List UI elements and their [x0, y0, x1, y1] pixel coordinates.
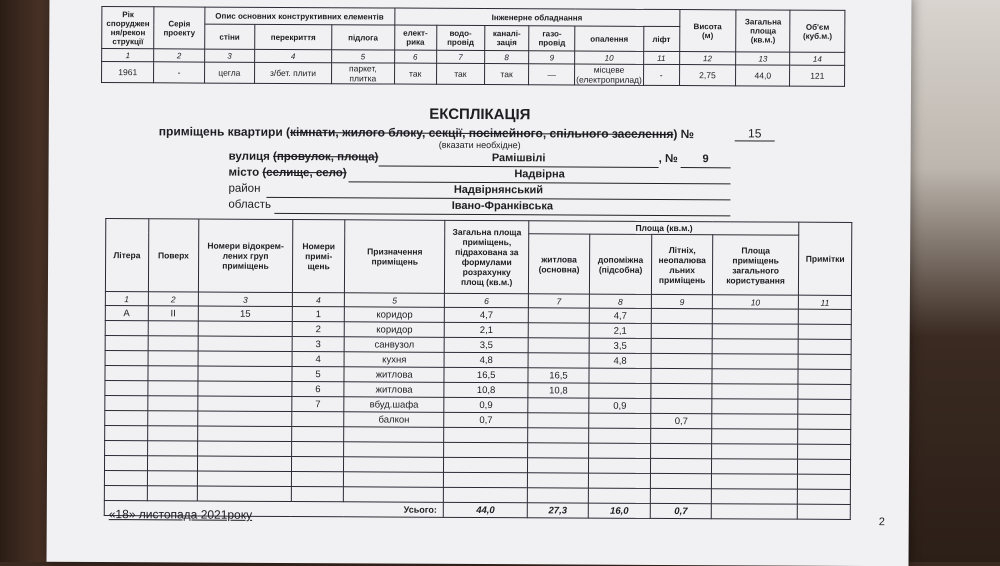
table-cell	[105, 411, 148, 426]
table-cell	[198, 441, 292, 456]
table-cell	[798, 339, 851, 354]
table-cell	[105, 351, 148, 366]
table-cell: житлова	[344, 382, 444, 398]
table-cell	[291, 442, 344, 457]
table-cell	[444, 457, 528, 472]
table-cell	[712, 414, 798, 429]
building-data-cell: —	[529, 64, 575, 85]
column-number: 6	[394, 50, 436, 63]
column-number: 4	[292, 293, 345, 307]
city-value: Надвірна	[349, 167, 731, 184]
col-lift-header: ліфт	[643, 26, 679, 51]
table-cell	[344, 442, 444, 458]
table-cell: коридор	[344, 322, 444, 338]
column-number: 9	[652, 294, 713, 308]
col-volume-header: Об'єм (куб.м.)	[790, 10, 845, 52]
table-cell: А	[105, 306, 148, 321]
total-cell	[711, 504, 797, 519]
table-cell	[105, 426, 148, 441]
col-gas-header: газо- провід	[529, 26, 575, 51]
col-height-header: Висота (м)	[679, 10, 736, 52]
column-number: 5	[345, 293, 445, 308]
table-cell	[798, 459, 851, 474]
column-number: 9	[529, 51, 575, 64]
document-page	[47, 0, 912, 566]
table-cell	[651, 443, 712, 458]
column-number: 6	[444, 293, 528, 307]
building-data-cell: 2,75	[679, 65, 736, 86]
house-value: 9	[681, 153, 731, 168]
region-label: область	[228, 198, 272, 211]
table-cell	[528, 488, 589, 503]
region-value: Івано-Франківська	[274, 199, 730, 216]
table-cell	[588, 458, 651, 473]
table-cell: 0,7	[651, 413, 712, 428]
column-number: 3	[204, 49, 254, 62]
col-electricity-header: елект- рика	[394, 25, 436, 50]
table-cell	[104, 456, 147, 471]
col-series-header: Серія проекту	[154, 7, 205, 49]
column-number: 5	[332, 50, 395, 63]
table-cell	[344, 427, 444, 443]
subtitle-struck-text: кімнати, жилого блоку, секції, посімейного, спільного заселення	[290, 125, 674, 142]
subtitle-suffix: ) №	[673, 127, 695, 142]
col-letter-header: Літера	[105, 219, 148, 292]
table-cell	[528, 353, 589, 368]
table-cell: житлова	[344, 367, 444, 383]
table-cell	[198, 396, 292, 411]
column-number: 3	[198, 292, 292, 306]
building-data-row	[102, 62, 845, 87]
table-cell	[105, 321, 148, 336]
column-number: 2	[148, 292, 199, 306]
col-water-header: водо- провід	[436, 25, 484, 50]
table-cell	[588, 488, 651, 503]
district-label: район	[228, 182, 261, 195]
column-number: 13	[736, 52, 790, 65]
table-cell	[291, 487, 344, 502]
table-cell	[147, 486, 198, 501]
table-cell	[651, 458, 712, 473]
table-cell: балкон	[344, 412, 444, 428]
table-cell	[198, 336, 292, 351]
column-number: 12	[679, 52, 736, 65]
column-number: 11	[643, 51, 679, 64]
table-cell: 15	[198, 306, 292, 321]
table-cell: II	[148, 306, 199, 321]
house-label: , №	[658, 152, 678, 166]
subtitle-prefix: приміщень квартири (	[158, 124, 291, 140]
table-cell	[588, 443, 651, 458]
column-number: 2	[154, 49, 204, 62]
table-cell	[712, 444, 798, 459]
column-number: 10	[712, 295, 798, 309]
table-cell	[712, 339, 798, 354]
table-cell	[651, 473, 712, 488]
table-cell	[147, 411, 198, 426]
table-cell	[711, 474, 797, 489]
table-cell: 16,5	[444, 367, 528, 382]
city-label: місто (селище, село)	[228, 166, 347, 180]
table-cell: 3	[292, 337, 345, 352]
document-title: ЕКСПЛІКАЦІЯ	[429, 105, 531, 124]
col-purpose-header: Призначення приміщень	[345, 220, 445, 294]
table-cell: 4	[292, 352, 345, 367]
table-cell: 1	[292, 307, 345, 322]
table-cell	[444, 472, 528, 487]
table-cell	[798, 354, 851, 369]
col-walls-header: стіни	[204, 24, 254, 49]
table-cell	[712, 399, 798, 414]
table-cell: 4,8	[589, 353, 652, 368]
table-cell	[651, 428, 712, 443]
total-cell: 44,0	[443, 502, 527, 517]
table-cell	[198, 456, 292, 471]
street-value: Рамішвілі	[379, 151, 659, 167]
table-cell	[105, 396, 148, 411]
table-cell: 4,7	[444, 307, 528, 322]
table-cell	[148, 351, 199, 366]
table-cell: 16,5	[528, 368, 589, 383]
table-cell: 2,1	[444, 322, 528, 337]
building-data-cell: так	[436, 63, 484, 84]
table-cell	[104, 486, 147, 501]
table-cell	[651, 488, 712, 503]
document-date: «18» листопада 2021року	[108, 507, 253, 522]
column-number: 11	[799, 295, 852, 309]
table-cell	[528, 428, 589, 443]
column-number: 4	[255, 49, 332, 62]
table-cell	[344, 472, 444, 488]
table-cell	[198, 321, 292, 336]
column-number: 7	[529, 294, 590, 308]
table-cell	[528, 458, 589, 473]
table-cell	[344, 457, 444, 473]
table-cell: кухня	[344, 352, 444, 368]
table-cell	[444, 442, 528, 457]
building-data-cell: -	[154, 62, 204, 83]
col-year-header: Рік споруджен ня/рекон струкції	[102, 7, 155, 49]
col-living-header: житлова (основна)	[529, 234, 590, 294]
col-total-area-header: Загальна площа приміщень, підрахована за формулами розрахунку площ (кв.м.)	[445, 220, 530, 293]
column-number: 8	[485, 51, 529, 64]
table-cell	[588, 413, 651, 428]
building-data-cell: так	[484, 64, 528, 85]
table-cell	[105, 441, 148, 456]
col-engineering-header: Інженерне обладнання	[394, 8, 679, 26]
table-cell	[198, 381, 292, 396]
table-cell	[291, 472, 344, 487]
table-cell: коридор	[345, 307, 445, 323]
table-cell	[798, 489, 851, 504]
table-cell	[148, 366, 199, 381]
table-cell	[528, 338, 589, 353]
table-cell	[712, 429, 798, 444]
building-data-cell: місцеве (електроприлад)	[576, 64, 642, 85]
col-room-no-header: Номери примі- щень	[292, 220, 345, 293]
table-cell	[798, 444, 851, 459]
table-cell	[148, 336, 199, 351]
table-cell	[712, 354, 798, 369]
table-cell	[197, 471, 291, 486]
col-aux-header: допоміжна (підсобна)	[589, 234, 652, 294]
table-cell	[712, 309, 798, 324]
table-cell	[651, 398, 712, 413]
column-number: 7	[436, 50, 484, 63]
table-cell	[712, 324, 798, 339]
building-data-cell: з/бет. плити	[254, 62, 331, 83]
table-cell	[652, 308, 713, 323]
building-info-table	[101, 6, 845, 87]
table-cell	[528, 413, 589, 428]
total-cell	[797, 504, 850, 519]
table-cell	[292, 412, 345, 427]
table-cell: 3,5	[444, 337, 528, 352]
table-cell: 0,9	[589, 398, 652, 413]
table-cell	[291, 427, 344, 442]
table-cell	[588, 428, 651, 443]
col-area-group-header: Площа (кв.м.)	[529, 221, 799, 235]
table-cell	[444, 427, 528, 442]
corner-mark: 2	[878, 516, 885, 529]
column-number: 10	[575, 51, 644, 64]
col-ceilings-header: перекриття	[255, 24, 332, 49]
table-cell	[104, 471, 147, 486]
building-data-cell: цегла	[204, 62, 254, 83]
total-cell: 16,0	[588, 503, 651, 518]
total-label: Усього:	[104, 501, 443, 518]
table-cell: 5	[292, 367, 345, 382]
table-cell	[147, 396, 198, 411]
table-cell	[798, 474, 851, 489]
table-cell	[798, 324, 851, 339]
table-cell	[711, 489, 797, 504]
table-cell	[712, 369, 798, 384]
table-cell	[148, 321, 199, 336]
table-cell	[147, 426, 198, 441]
table-cell: 10,8	[528, 383, 589, 398]
col-common-header: Площа приміщень загального користування	[712, 235, 799, 295]
table-cell	[588, 473, 651, 488]
table-cell	[198, 351, 292, 366]
table-cell: 10,8	[444, 382, 528, 397]
table-cell	[291, 457, 344, 472]
building-data-cell: 44,0	[736, 65, 791, 86]
building-data-cell: так	[394, 63, 436, 84]
table-cell	[798, 309, 851, 324]
table-cell	[528, 443, 589, 458]
street-label: вулиця (провулок, площа)	[228, 150, 379, 164]
table-cell	[651, 368, 712, 383]
table-cell: 2	[292, 322, 345, 337]
col-summer-header: Літніх, неопалюва льних приміщень	[652, 234, 713, 294]
table-cell	[798, 369, 851, 384]
table-cell	[147, 381, 198, 396]
col-heating-header: опалення	[575, 26, 644, 51]
table-cell	[147, 471, 198, 486]
table-cell	[105, 336, 148, 351]
table-cell	[105, 366, 148, 381]
building-data-cell: 121	[790, 65, 845, 86]
table-cell: 4,7	[589, 308, 652, 323]
total-cell: 27,3	[528, 503, 589, 518]
table-cell	[344, 487, 444, 503]
table-cell	[798, 399, 851, 414]
table-cell: вбуд.шафа	[344, 397, 444, 413]
table-cell	[651, 323, 712, 338]
table-cell: санвузол	[344, 337, 444, 353]
table-cell	[197, 486, 291, 501]
apartment-number: 15	[735, 126, 775, 141]
table-cell	[198, 426, 292, 441]
table-cell	[198, 366, 292, 381]
table-cell	[105, 381, 148, 396]
table-cell	[711, 459, 797, 474]
table-cell: 2,1	[589, 323, 652, 338]
table-cell	[443, 487, 527, 502]
table-cell: 0,7	[444, 412, 528, 427]
table-cell	[651, 383, 712, 398]
table-cell	[798, 414, 851, 429]
total-cell: 0,7	[651, 503, 712, 518]
hint-text: (вказати необхідне)	[438, 139, 521, 151]
col-floor-header: Поверх	[148, 219, 199, 292]
table-cell	[529, 308, 590, 323]
building-data-cell: -	[643, 64, 679, 85]
table-cell	[798, 384, 851, 399]
column-number: 1	[105, 292, 148, 306]
table-cell	[147, 456, 198, 471]
table-cell	[528, 323, 589, 338]
table-cell	[798, 429, 851, 444]
table-cell	[712, 384, 798, 399]
table-cell	[528, 473, 589, 488]
col-sewer-header: каналі- зація	[485, 26, 529, 51]
explication-table	[104, 218, 853, 520]
col-notes-header: Примітки	[799, 222, 852, 295]
col-area-header: Загальна площа (кв.м.)	[736, 10, 791, 52]
table-cell: 4,8	[444, 352, 528, 367]
table-cell	[651, 353, 712, 368]
table-cell	[198, 411, 292, 426]
building-data-cell: паркет, плитка	[331, 63, 394, 84]
table-cell	[589, 368, 652, 383]
table-cell	[528, 398, 589, 413]
district-value: Надвірнянський	[266, 183, 730, 200]
column-number: 14	[790, 52, 845, 65]
table-cell: 0,9	[444, 397, 528, 412]
table-cell: 7	[292, 397, 345, 412]
col-floor-header: підлога	[332, 25, 395, 50]
building-data-cell: 1961	[102, 62, 154, 83]
table-cell	[589, 383, 652, 398]
table-cell	[651, 338, 712, 353]
column-number: 1	[102, 49, 154, 62]
table-cell: 6	[292, 382, 345, 397]
column-number: 8	[589, 294, 652, 308]
table-cell	[147, 441, 198, 456]
col-group-header: Номери відокрем- лених груп приміщень	[199, 219, 293, 292]
col-desc-header: Опис основних конструктивних елементів	[204, 7, 394, 25]
table-cell: 3,5	[589, 338, 652, 353]
